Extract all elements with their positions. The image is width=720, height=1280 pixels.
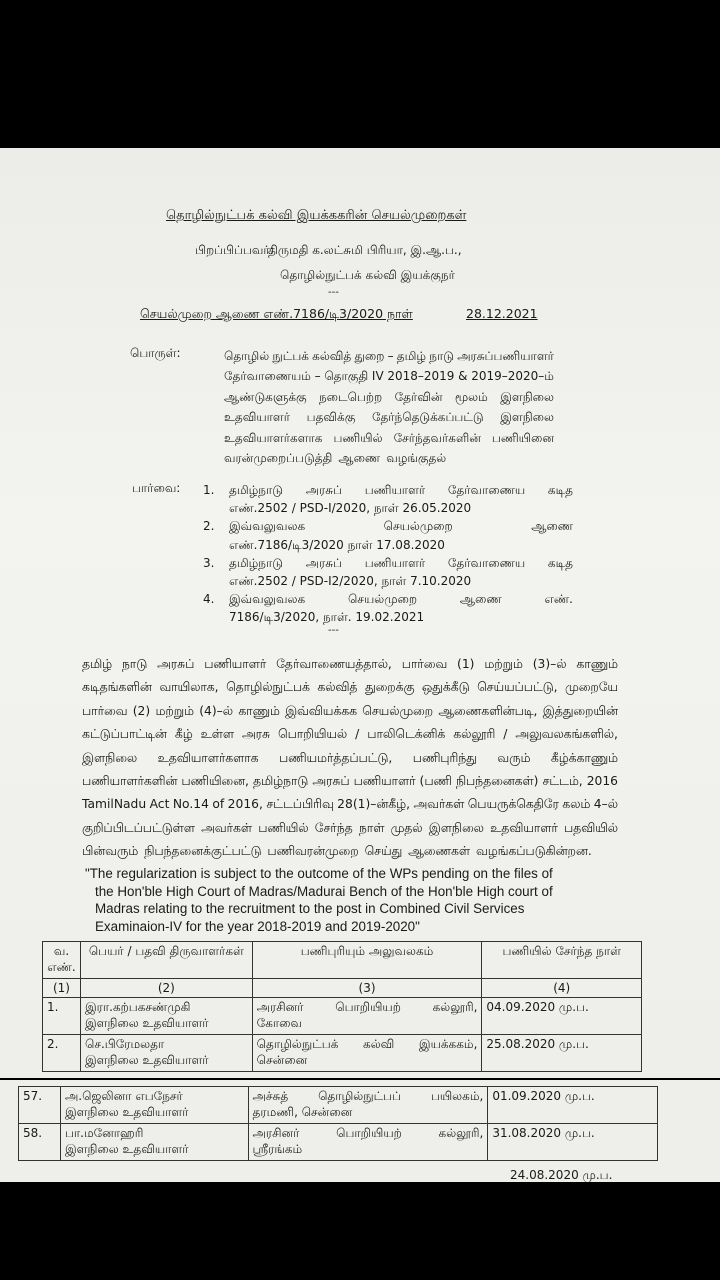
row-name-cell: [60, 1087, 248, 1124]
row-post: இளநிலை உதவியாளர்: [84, 1016, 209, 1030]
row-name: இரா.கற்பகசண்முகி: [84, 1000, 191, 1014]
issuer-designation: தொழில்நுட்பக் கல்வி இயக்குநர்: [280, 268, 455, 282]
row-office-cell: [248, 1087, 488, 1124]
document-page-2: [0, 1080, 720, 1182]
table-row: [19, 1087, 658, 1124]
row-post: இளநிலை உதவியாளர்: [84, 1053, 209, 1067]
subject-line: ஆண்டுகளுக்கு நடைபெற்ற தேர்வின் மூலம் இளநிலை: [224, 389, 554, 404]
header-join-date: பணியில் சேர்ந்த நாள்: [482, 942, 642, 979]
reference-line: எண்.2502 / PSD-I2/2020, நாள் 7.10.2020: [229, 574, 472, 589]
reference-number: 1.: [203, 483, 215, 497]
reference-separator: ---: [328, 625, 339, 636]
condition-line: the Hon'ble High Court of Madras/Madurai Bench of the Hon'ble High court of: [95, 883, 553, 899]
reference-line: இவ்வலுவலக செயல்முறை ஆணை எண்.: [229, 592, 573, 607]
subject-label: பொருள்:: [130, 346, 181, 360]
header-office: பணிபுரியும் அலுவலகம்: [252, 942, 482, 979]
colnum-3: (3): [252, 979, 482, 998]
paragraph-line: பின்வரும் நிபந்தனைக்குட்பட்டு பணிவரன்முறை செய்து ஆணைகள் வழங்கப்படுகின்றன.: [82, 844, 592, 859]
row-join-date: 25.08.2020 மு.ப.: [482, 1035, 642, 1072]
order-date: 28.12.2021: [466, 306, 538, 321]
row-name-cell: [80, 1035, 252, 1072]
table-row: [43, 1035, 642, 1072]
row-office-city: சென்னை: [256, 1053, 308, 1067]
row-join-date: 31.08.2020 மு.ப.: [488, 1124, 658, 1161]
paragraph-line: இளநிலை உதவியாளர்களாக பணியமர்த்தப்பட்டு, பணிபுரிந்து வரும் கீழ்க்காணும்: [82, 750, 618, 765]
subject-line: வரன்முறைப்படுத்தி ஆணை வழங்குதல்: [224, 451, 447, 466]
condition-line: "The regularization is subject to the outcome of the WPs pending on the files of: [85, 866, 553, 881]
table-colnum-row: [43, 979, 642, 998]
row-join-date: 01.09.2020 மு.ப.: [488, 1087, 658, 1124]
row-office-cell: [248, 1124, 488, 1161]
paragraph-line: தமிழ் நாடு அரசுப் பணியாளர் தேர்வாணையத்தால், பார்வை (1) மற்றும் (3)–ல் காணும்: [82, 657, 618, 671]
subject-line: தொழில் நுட்பக் கல்வித் துறை – தமிழ் நாடு அரசுப்பணியாளர்: [224, 349, 554, 363]
colnum-4: (4): [482, 979, 642, 998]
row-serial: 57.: [19, 1087, 61, 1124]
row-office-city: ஸ்ரீரங்கம்: [252, 1142, 303, 1156]
condition-line: Examinaion-IV for the year 2018-2019 and 2019-2020": [95, 918, 420, 934]
table-row: [19, 1124, 658, 1161]
reference-line: எண்.2502 / PSD-I/2020, நாள் 26.05.2020: [229, 501, 472, 516]
row-office-cell: [252, 998, 482, 1035]
table-header-row: [43, 942, 642, 979]
staff-table-continued: [18, 1086, 658, 1161]
reference-label: பார்வை:: [132, 481, 181, 495]
document-page-1: [0, 148, 720, 1078]
condition-line: Madras relating to the recruitment to the post in Combined Civil Services: [95, 901, 525, 916]
partial-row-date: 24.08.2020 மு.ப.: [510, 1168, 613, 1182]
row-post: இளநிலை உதவியாளர்: [64, 1105, 189, 1119]
row-name: பா.மனோஹரி: [64, 1126, 144, 1140]
row-name-cell: [80, 998, 252, 1035]
document-title: தொழில்நுட்பக் கல்வி இயக்ககரின் செயல்முறைகள்: [166, 208, 467, 223]
paragraph-line: குறிப்பிடப்பட்டுள்ள அவர்கள் பணியில் சேர்ந்த நாள் முதல் இளநிலை உதவியாளர் பதவியில்: [82, 820, 618, 835]
subject-line: தேர்வாணையம் – தொகுதி IV 2018–2019 & 2019–2020–ம்: [224, 369, 554, 384]
row-office-cell: [252, 1035, 482, 1072]
reference-item: [203, 590, 573, 626]
header-name: பெயர் / பதவி திருவாளர்கள்: [80, 942, 252, 979]
row-serial: 58.: [19, 1124, 61, 1161]
issuer-name: திருமதி க.லட்சுமி பிரியா, இ.ஆ.ப.,: [268, 243, 462, 257]
paragraph-line: பணியாளர்களின் பணியினை, தமிழ்நாடு அரசுப் பணியாளர் (பணி நிபந்தனைகள்) சட்டம், 2016: [82, 773, 618, 788]
subject-text: [224, 346, 554, 468]
row-join-date: 04.09.2020 மு.ப.: [482, 998, 642, 1035]
paragraph-line: கட்டுப்பாட்டின் கீழ் உள்ள அரசு பொறியியல் / பாலிடெக்னிக் கல்லூரி / அலுவலகங்களில்,: [82, 727, 618, 742]
row-office: அரசினர் பொறியியற் கல்லூரி,: [256, 1000, 478, 1014]
order-reference: செயல்முறை ஆணை எண்.7186/டி3/2020 நாள்: [140, 306, 413, 321]
row-office-city: தரமணி, சென்னை: [252, 1105, 353, 1119]
reference-number: 2.: [203, 519, 215, 534]
reference-item: [203, 517, 573, 553]
row-post: இளநிலை உதவியாளர்: [64, 1142, 189, 1156]
colnum-2: (2): [80, 979, 252, 998]
header-separator: ---: [328, 287, 339, 298]
row-office: தொழில்நுட்பக் கல்வி இயக்ககம்,: [256, 1037, 478, 1051]
row-office: அச்சுத் தொழில்நுட்பப் பயிலகம்,: [252, 1089, 484, 1103]
staff-table: [42, 941, 642, 1072]
row-office: அரசினர் பொறியியற் கல்லூரி,: [252, 1126, 484, 1140]
reference-line: இவ்வலுவலக செயல்முறை ஆணை: [229, 519, 573, 534]
subject-line: உதவியாளர்களாக பணியில் சேர்ந்தவர்களின் பணியினை: [224, 430, 554, 445]
row-name-cell: [60, 1124, 248, 1161]
row-serial: 2.: [43, 1035, 81, 1072]
paragraph-line: பார்வை (2) மற்றும் (4)–ல் காணும் இவ்வியக்கக செயல்முறை ஆணைகளின்படி, இத்துறையின்: [82, 703, 618, 718]
row-serial: 1.: [43, 998, 81, 1035]
paragraph-line: TamilNadu Act No.14 of 2016, சட்டப்பிரிவு 28(1)–ன்கீழ், அவர்கள் பெயருக்கெதிரே கலம் 4–ல்: [82, 797, 618, 812]
reference-number: 4.: [203, 592, 215, 607]
reference-line: தமிழ்நாடு அரசுப் பணியாளர் தேர்வாணைய கடித: [229, 555, 573, 570]
row-office-city: கோவை: [256, 1016, 302, 1030]
table-row: [43, 998, 642, 1035]
reference-list: [203, 481, 573, 627]
paragraph-line: கடிதங்களின் வாயிலாக, தொழில்நுட்பக் கல்வித் துறைக்கு ஒதுக்கீடு செய்யப்பட்டு, முறையே: [82, 680, 618, 695]
reference-line: எண்.7186/டி3/2020 நாள் 17.08.2020: [229, 537, 445, 552]
reference-number: 3.: [203, 555, 215, 570]
condition-text: [85, 865, 595, 935]
reference-item: [203, 481, 573, 517]
reference-line: 7186/டி3/2020, நாள். 19.02.2021: [229, 610, 425, 625]
row-name: செ.பிரேமலதா: [84, 1037, 165, 1051]
order-reference-line: [140, 306, 536, 323]
colnum-1: (1): [43, 979, 81, 998]
header-serial: வ. எண்.: [43, 942, 81, 979]
subject-line: உதவியாளர் பதவிக்கு தேர்ந்தெடுக்கப்பட்டு இளநிலை: [224, 410, 554, 425]
body-paragraph: [82, 653, 618, 864]
reference-item: [203, 554, 573, 590]
issuer-label: பிறப்பிப்பவர்:: [195, 243, 274, 257]
reference-line: தமிழ்நாடு அரசுப் பணியாளர் தேர்வாணைய கடித: [229, 483, 573, 497]
row-name: அ.ஜெலினா எபநேசர்: [64, 1089, 183, 1103]
